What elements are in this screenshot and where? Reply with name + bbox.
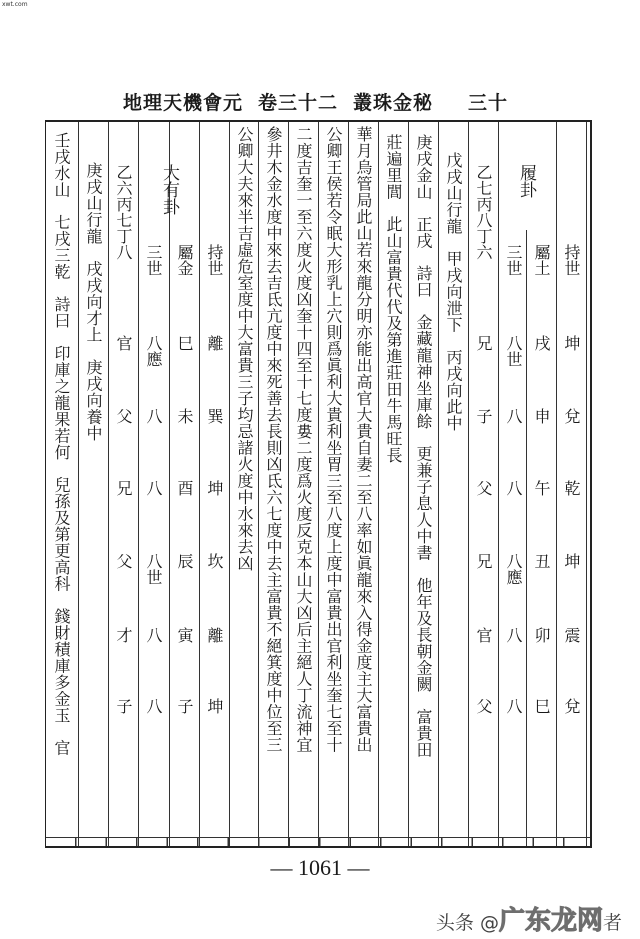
text-column-segment: 參井木金水度中來去吉氐亢度中來死善去長則凶氐六七度中去主富貴不絕箕度中位至三 (264, 126, 283, 753)
text-column-segment: 二度吉奎一至六度火度凶奎十四至十七度婁二度爲火度反克本山大凶后主絕人丁流神宜 (294, 126, 313, 753)
left-table-cell: 巽 (205, 408, 224, 424)
right-table-cell: 父 (474, 698, 493, 714)
watermark-brand: 广东龙网 (498, 906, 603, 936)
right-table-cell: 八世 (504, 335, 523, 367)
text-column-segment: 戊戌山行龍 (444, 152, 463, 235)
volume-label: 卷三十二 (258, 92, 339, 114)
text-column-segment: 華月烏管局此山若來龍分明亦能出高官大貴自妻二至八率如眞龍來入得金度主大富貴出 (354, 126, 373, 753)
text-table (45, 120, 592, 848)
left-table-cell: 酉 (175, 480, 194, 496)
text-column-segment: 甲戌向泄下 (444, 250, 463, 333)
left-text-column-segment: 詩曰 (52, 296, 71, 329)
right-table-cell: 申 (532, 408, 551, 424)
right-table-cell: 官 (474, 627, 493, 643)
right-table-cell: 午 (532, 480, 551, 496)
right-table-column-head: 持世 (562, 244, 581, 276)
left-text-column (78, 162, 108, 878)
text-column (288, 126, 318, 842)
left-table-column-head: 三世 (144, 244, 163, 276)
text-column (438, 152, 468, 868)
right-table-cell: 八 (504, 480, 523, 496)
text-column-segment: 他年及長朝金闕 (414, 577, 433, 693)
text-column (318, 126, 348, 842)
left-table-cell: 子 (114, 698, 133, 714)
left-table-column (169, 122, 199, 838)
left-table-cell: 八 (144, 698, 163, 714)
text-column-segment: 正戌 (414, 216, 433, 249)
leaf-number: 三十 (468, 92, 509, 114)
right-table-cell: 戌 (532, 335, 551, 351)
left-table-cell: 坤 (205, 698, 224, 714)
text-column-segment: 莊遍里閭 (384, 134, 403, 200)
left-table-cell: 兄 (114, 480, 133, 496)
left-table-cell: 巳 (175, 335, 194, 351)
right-table-column (526, 122, 556, 838)
left-table-column (108, 122, 138, 838)
left-text-column (46, 132, 76, 848)
right-table-cell: 坤 (562, 553, 581, 569)
right-table-cell: 兄 (474, 553, 493, 569)
right-table-cell: 子 (474, 408, 493, 424)
left-text-column-segment: 官 (52, 739, 71, 756)
section-label: 叢珠金秘 (353, 92, 434, 114)
left-text-column-segment: 戌戌向才上 (84, 260, 103, 343)
text-column-segment: 公卿大夫來半吉虛危室度中大富貴三子均忌諸火度中水來去凶 (235, 126, 254, 572)
site-mark: xwt.com (2, 1, 28, 8)
text-column (408, 134, 438, 850)
text-column (258, 126, 288, 842)
right-table-cell: 八 (504, 698, 523, 714)
left-table-cell: 父 (114, 553, 133, 569)
left-text-column-segment: 七戌三乾 (52, 214, 71, 280)
right-table-gua-name: 履卦 (516, 164, 536, 198)
left-table-gua-name: 大有卦 (159, 164, 179, 215)
watermark-prefix: 头条 @ (435, 912, 499, 934)
watermark (436, 900, 622, 937)
right-table-cell: 八 (504, 627, 523, 643)
left-table-cell: 八 (144, 480, 163, 496)
left-table-cell: 未 (175, 408, 194, 424)
right-table-cell: 坤 (562, 335, 581, 351)
right-table-cell: 八 (504, 408, 523, 424)
left-table-cell: 離 (205, 335, 224, 351)
right-table-column-head: 屬土 (532, 244, 551, 276)
left-text-column-segment: 庚戌山行龍 (84, 162, 103, 245)
right-table-cell: 兌 (562, 408, 581, 424)
text-column-segment: 富貴田 (414, 708, 433, 758)
left-table-cell: 子 (175, 698, 194, 714)
right-table-column-head: 乙七丙八丁六 (474, 164, 493, 260)
right-table-cell: 八應 (504, 553, 523, 585)
left-text-column-segment: 壬戌水山 (52, 132, 71, 198)
text-column (378, 134, 408, 850)
right-table-column-head: 三世 (504, 244, 523, 276)
right-table-column (556, 122, 586, 838)
left-table-cell: 八世 (144, 553, 163, 585)
right-table-cell: 兌 (562, 698, 581, 714)
left-table-column-head: 屬金 (175, 244, 194, 276)
left-table-cell: 坤 (205, 480, 224, 496)
left-table-column (199, 122, 229, 838)
left-text-column-segment: 印庫之龍果若何 (52, 345, 71, 461)
right-table-column (498, 122, 528, 838)
left-table-column-head: 持世 (205, 244, 224, 276)
left-table-cell: 八應 (144, 335, 163, 367)
page-number: — 1061 — (270, 855, 370, 880)
book-title: 地理天機會元 (123, 92, 244, 114)
left-text-column-segment: 錢財積庫多金玉 (52, 608, 71, 724)
left-table-cell: 坎 (205, 553, 224, 569)
left-table-cell: 離 (205, 627, 224, 643)
text-column-segment: 公卿王侯若令眠大形乳上穴則爲眞利大貴利坐胃三至八度上度中富貴出官利坐奎七至十 (324, 126, 343, 753)
column-rule (586, 122, 587, 846)
left-table-cell: 八 (144, 408, 163, 424)
text-column-segment: 更兼子息人中書 (414, 445, 433, 561)
text-column-segment: 此山富貴代代及第進莊田牛馬旺長 (384, 216, 403, 464)
right-table-column (468, 122, 498, 838)
left-table-cell: 寅 (175, 627, 194, 643)
left-table-column-head: 乙六丙七丁八 (114, 164, 133, 260)
left-text-column-segment: 庚戌向養中 (84, 359, 103, 442)
text-column-segment: 詩曰 (414, 265, 433, 298)
right-table-cell: 丑 (532, 553, 551, 569)
left-table-cell: 官 (114, 335, 133, 351)
text-column-segment: 庚戌金山 (414, 134, 433, 200)
text-column (348, 126, 378, 842)
right-table-cell: 乾 (562, 480, 581, 496)
left-table-cell: 八 (144, 627, 163, 643)
right-table-cell: 震 (562, 627, 581, 643)
right-table-cell: 卯 (532, 627, 551, 643)
left-table-cell: 辰 (175, 553, 194, 569)
text-column (229, 126, 259, 842)
left-table-column (138, 122, 168, 838)
right-table-cell: 兄 (474, 335, 493, 351)
right-table-cell: 父 (474, 480, 493, 496)
text-column-segment: 丙戌向此中 (444, 349, 463, 432)
left-text-column-segment: 兒孫及第更高科 (52, 476, 71, 592)
left-table-cell: 才 (114, 627, 133, 643)
text-column-segment: 金藏龍神坐庫餘 (414, 314, 433, 430)
right-table-cell: 巳 (532, 698, 551, 714)
left-table-cell: 父 (114, 408, 133, 424)
watermark-suffix: 者 (602, 912, 622, 934)
